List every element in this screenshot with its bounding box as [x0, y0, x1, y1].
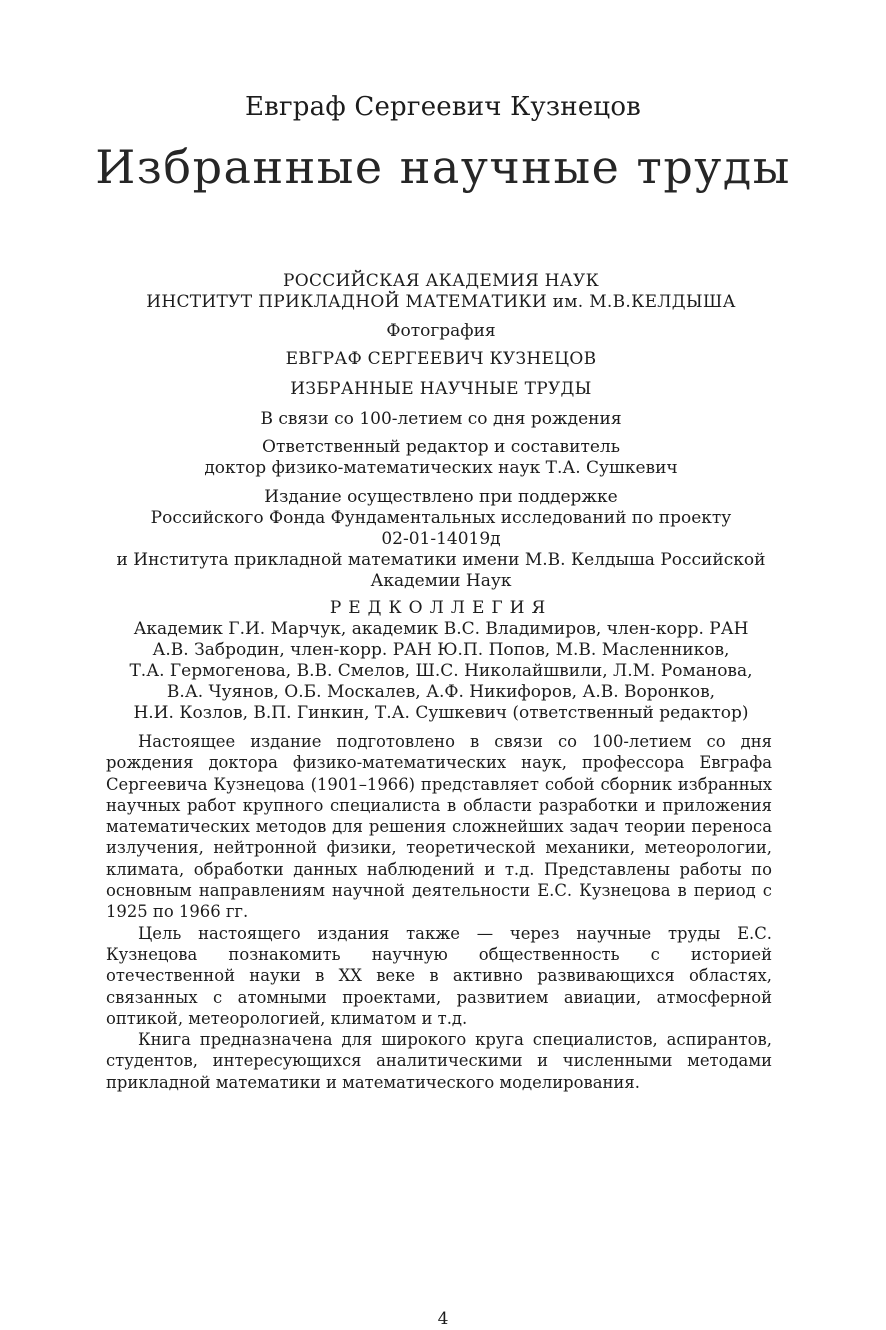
support-block — [106, 487, 776, 592]
abstract-text — [106, 731, 772, 1093]
institution-block — [106, 271, 776, 313]
editor-block — [106, 437, 776, 479]
editorial-board-heading: РЕДКОЛЛЕГИЯ — [329, 598, 553, 618]
title-caps: ИЗБРАННЫЕ НАУЧНЫЕ ТРУДЫ — [290, 379, 592, 399]
support-line: Российского Фонда Фундаментальных исследований по проекту — [150, 508, 732, 528]
editorial-board-line: Н.И. Козлов, В.П. Гинкин, Т.А. Сушкевич (ответственный редактор) — [133, 703, 749, 723]
editor-name: доктор физико-математических наук Т.А. Сушкевич — [204, 458, 678, 478]
photo-note: Фотография — [386, 321, 496, 341]
editorial-board-line: А.В. Забродин, член-корр. РАН Ю.П. Попов, М.В. Масленников, — [152, 640, 730, 660]
support-line: Издание осуществлено при поддержке — [264, 487, 618, 507]
academy-name: РОССИЙСКАЯ АКАДЕМИЯ НАУК — [282, 271, 600, 291]
paragraph: Книга предназначена для широкого круга специалистов, аспирантов, студентов, интересующихся аналитическими и численными методами прикладной математики и математического моделирования. — [106, 1030, 772, 1092]
book-title: Избранные научные труды — [95, 140, 791, 194]
page-number: 4 — [437, 1309, 449, 1329]
editorial-board — [106, 598, 776, 724]
support-line: Академии Наук — [370, 571, 512, 591]
editorial-board-line: Т.А. Гермогенова, В.В. Смелов, Ш.С. Николайшвили, Л.М. Романова, — [129, 661, 753, 681]
editor-role: Ответственный редактор и составитель — [262, 437, 620, 457]
occasion-note: В связи со 100-летием со дня рождения — [260, 409, 622, 429]
support-line: 02-01-14019д — [381, 529, 501, 549]
author-caps: ЕВГРАФ СЕРГЕЕВИЧ КУЗНЕЦОВ — [285, 349, 597, 369]
editorial-board-line: В.А. Чуянов, О.Б. Москалев, А.Ф. Никифоров, А.В. Воронков, — [166, 682, 716, 702]
paragraph: Цель настоящего издания также — через научные труды Е.С. Кузнецова познакомить научную общественность с историей отечественной науки в XX веке в активно развивающихся областях, связанных с атомными проектами, развитием авиации, атмосферной оптикой, метеорологией, климатом и т.д. — [106, 923, 772, 1028]
institute-name: ИНСТИТУТ ПРИКЛАДНОЙ МАТЕМАТИКИ им. М.В.КЕЛДЫША — [146, 292, 736, 312]
paragraph: Настоящее издание подготовлено в связи со 100-летием со дня рождения доктора физико-математических наук, профессора Евграфа Сергеевича Кузнецова (1901–1966) представляет собой сборник избранных научных работ крупного специалиста в области разработки и приложения математических методов для решения сложнейших задач теории переноса излучения, нейтронной физики, теоретической механики, метеорологии, климата, обработки данных наблюдений и т.д. Представлены работы по основным направлениям научной деятельности Е.С. Кузнецова в период с 1925 по 1966 гг. — [106, 732, 772, 922]
support-line: и Института прикладной математики имени М.В. Келдыша Российской — [116, 550, 766, 570]
editorial-board-line: Академик Г.И. Марчук, академик В.С. Владимиров, член-корр. РАН — [133, 619, 749, 639]
author-name: Евграф Сергеевич Кузнецов — [244, 92, 642, 122]
